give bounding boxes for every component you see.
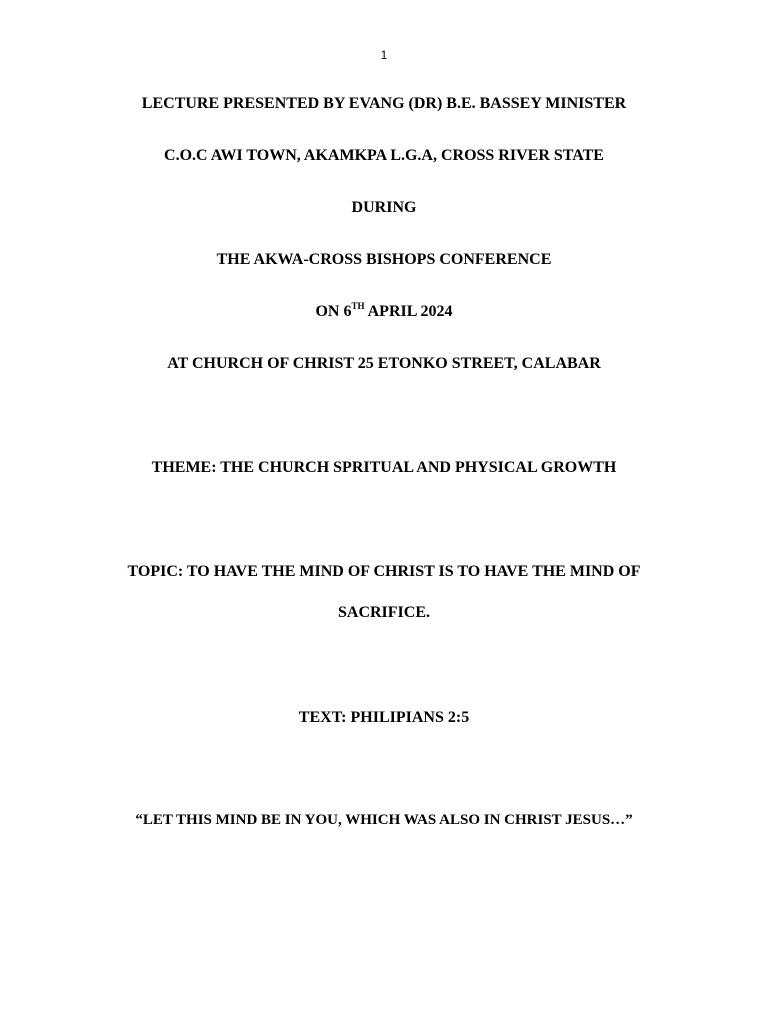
- presenter-location-line: C.O.C AWI TOWN, AKAMKPA L.G.A, CROSS RIVER STATE: [164, 147, 604, 164]
- lecture-presenter-line: LECTURE PRESENTED BY EVANG (DR) B.E. BASSEY MINISTER: [141, 95, 627, 112]
- text-reference: TEXT: PHILIPIANS 2:5: [298, 709, 470, 726]
- theme-heading: THEME: THE CHURCH SPRITUAL AND PHYSICAL GROWTH: [151, 459, 617, 476]
- during-line: DURING: [351, 199, 417, 216]
- venue-line: AT CHURCH OF CHRIST 25 ETONKO STREET, CALABAR: [167, 355, 601, 372]
- topic-heading-line-1: TOPIC: TO HAVE THE MIND OF CHRIST IS TO HAVE THE MIND OF: [127, 563, 641, 580]
- date-suffix: APRIL 2024: [364, 303, 453, 320]
- topic-heading-line-2: SACRIFICE.: [337, 604, 430, 621]
- date-ordinal-suffix: TH: [351, 300, 365, 311]
- date-prefix: ON 6: [315, 303, 352, 320]
- scripture-quote: “LET THIS MIND BE IN YOU, WHICH WAS ALSO IN CHRIST JESUS…”: [135, 812, 633, 828]
- conference-name-line: THE AKWA-CROSS BISHOPS CONFERENCE: [216, 251, 552, 268]
- page-number: 1: [380, 48, 388, 62]
- date-line: [0, 302, 768, 322]
